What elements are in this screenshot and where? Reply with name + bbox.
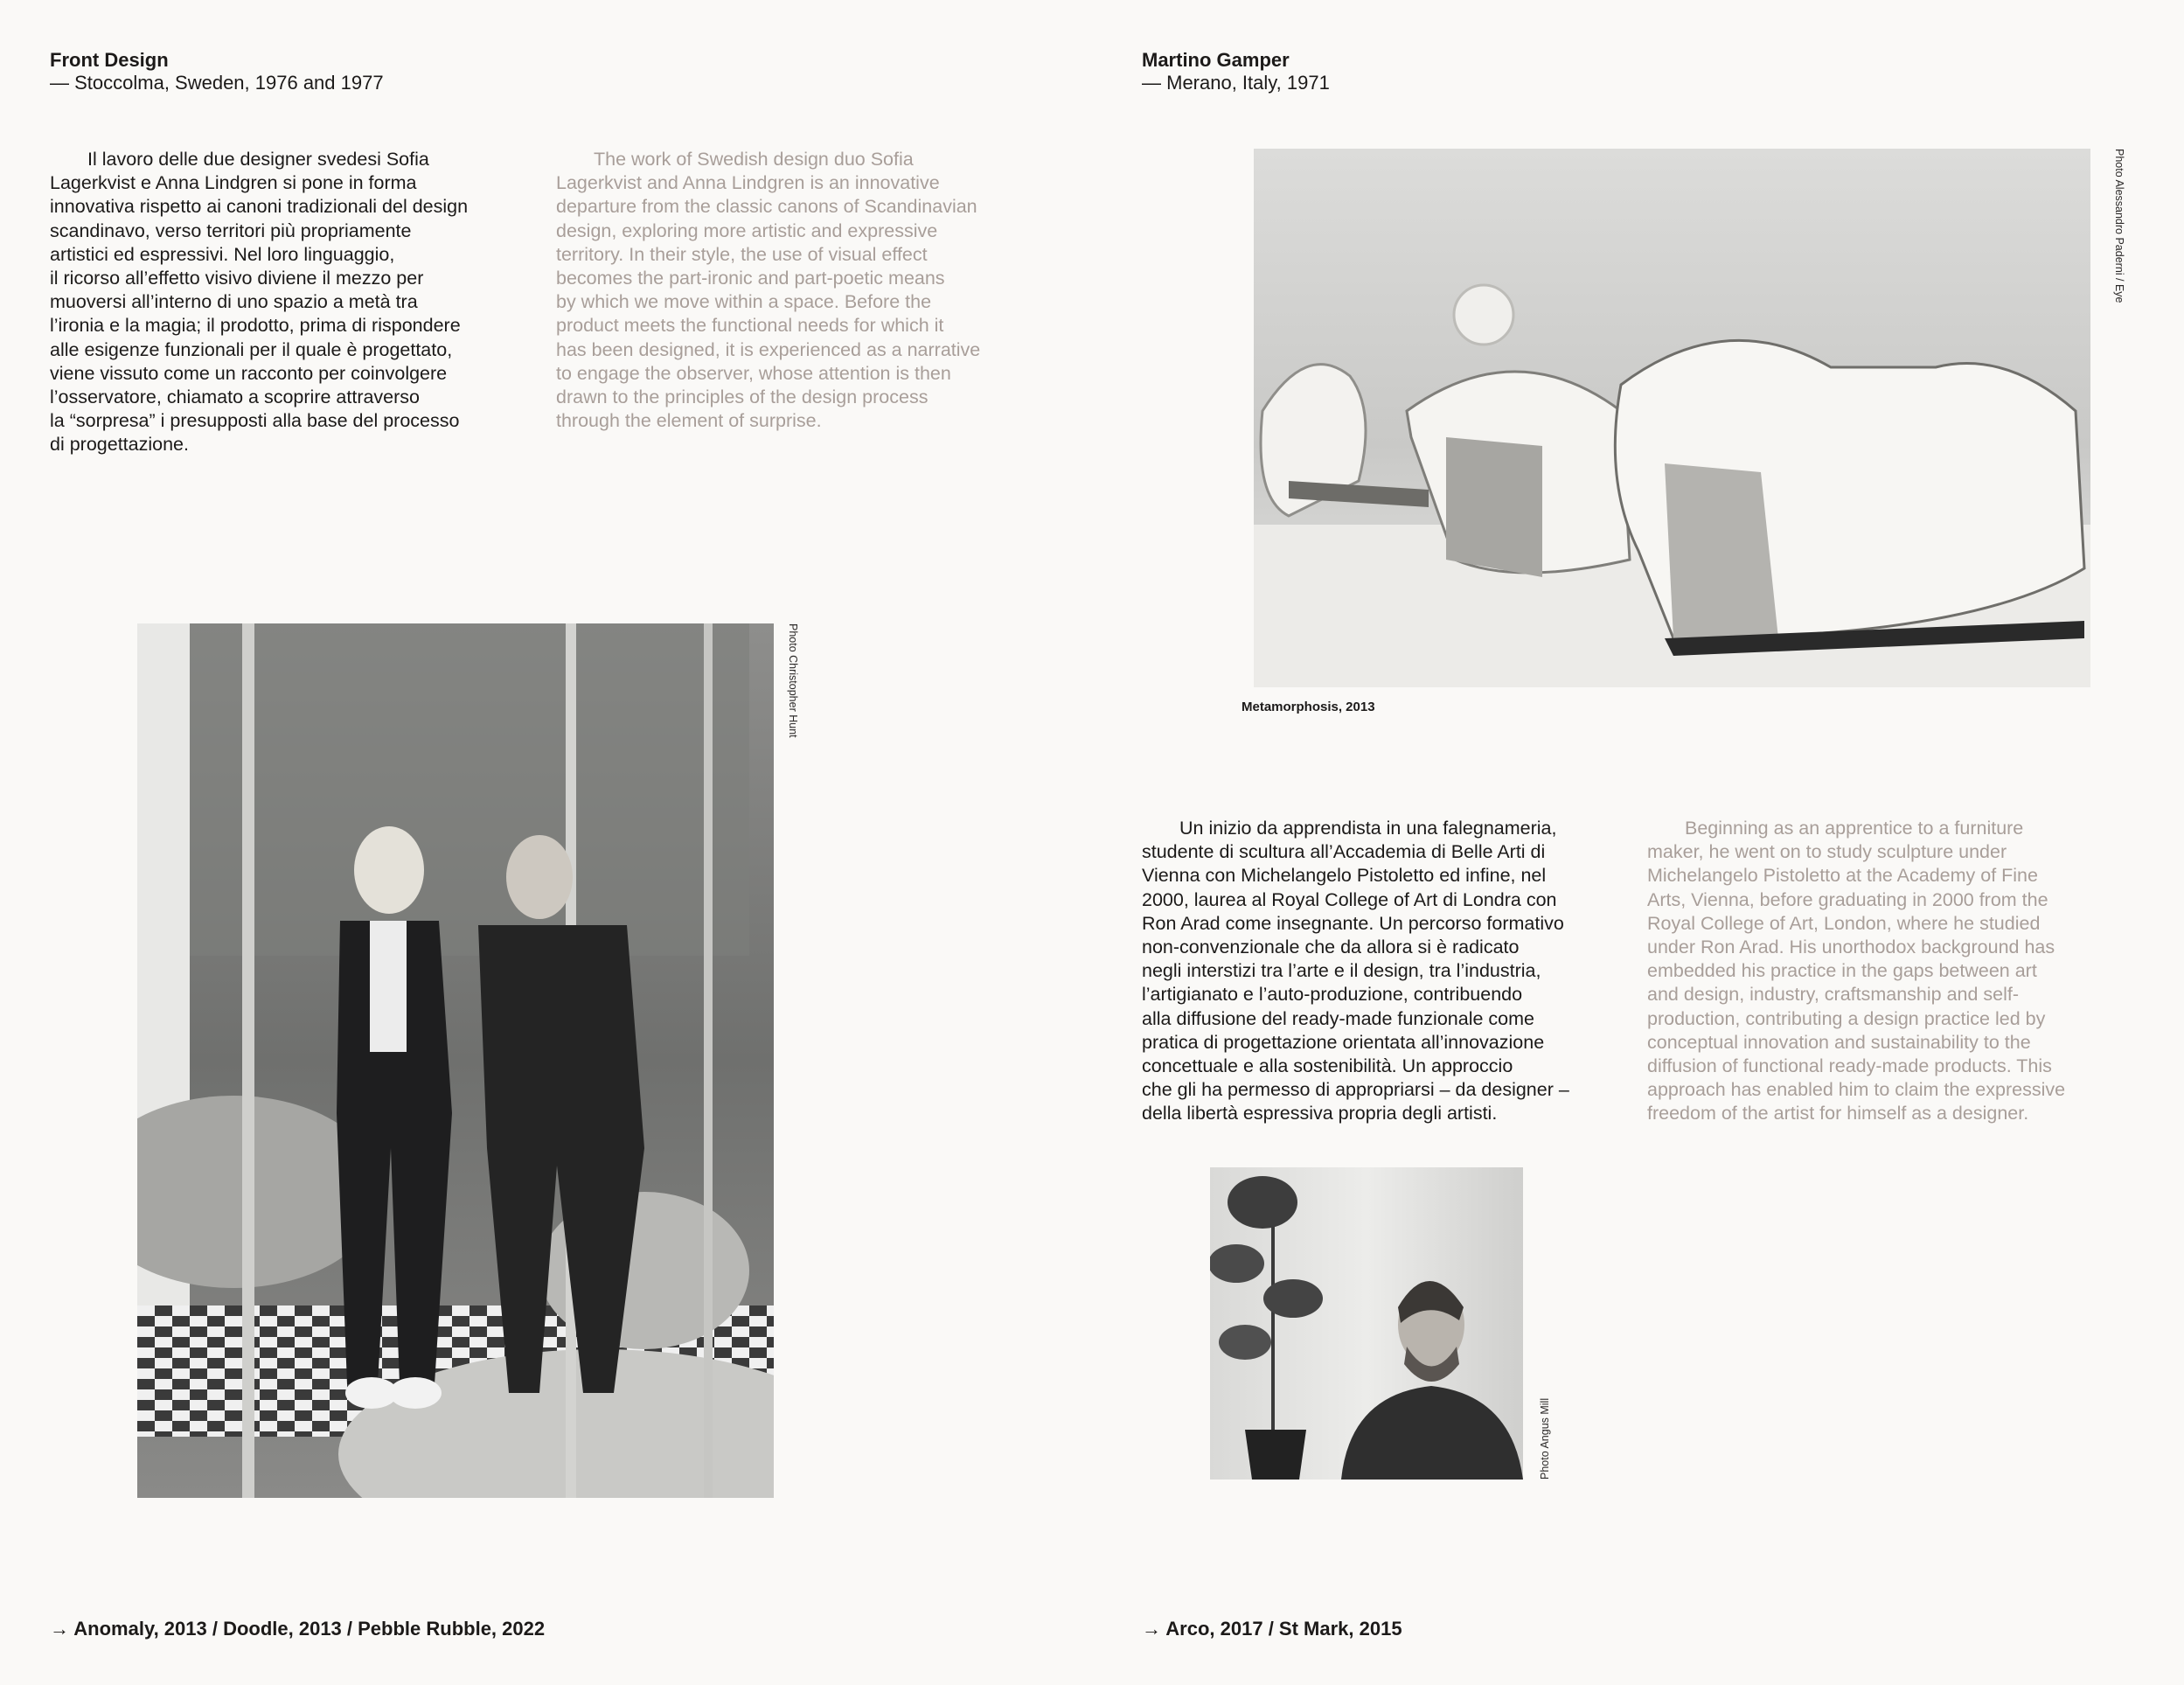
left-designer-name: Front Design	[50, 49, 169, 71]
martino-gamper-portrait-photo	[1210, 1167, 1523, 1480]
right-designer-origin: — Merano, Italy, 1971	[1142, 72, 1330, 94]
left-designer-origin: — Stoccolma, Sweden, 1976 and 1977	[50, 72, 384, 94]
right-designer-name: Martino Gamper	[1142, 49, 1290, 71]
metamorphosis-image	[1254, 149, 2090, 687]
front-design-portrait-image	[137, 623, 774, 1498]
martino-gamper-photo-credit: Photo Angus Mill	[1539, 1397, 1551, 1480]
metamorphosis-photo-credit: Photo Alessandro Paderni / Eye	[2113, 149, 2125, 303]
left-works-list: → Anomaly, 2013 / Doodle, 2013 / Pebble Rubble, 2022	[50, 1618, 546, 1640]
metamorphosis-caption: Metamorphosis, 2013	[1242, 700, 1375, 714]
martino-gamper-portrait-image	[1210, 1167, 1523, 1480]
right-works-list: → Arco, 2017 / St Mark, 2015	[1142, 1618, 1402, 1640]
front-design-photo-credit: Photo Christopher Hunt	[787, 623, 799, 738]
right-text-italian: Un inizio da apprendista in una falegnameria, studente di scultura all’Accademia di Belle Arti di Vienna con Michelangelo Pistoletto ed infine, nel 2000, laurea al Royal College of Art di Londra con Ron Arad come insegnante. Un percorso formativo non-convenzionale che da allora si è radicato negli interstizi tra l’arte e il design, tra l’industria, l’artigianato e l’auto-produzione, contribuendo alla diffusione del ready-made funzionale come pratica di progettazione orientata all’innovazione concettuale e alla sostenibilità. Un approccio che gli ha permesso di appropriarsi – da designer – della libertà espressiva propria degli artisti.	[1142, 818, 1569, 1124]
metamorphosis-photo	[1254, 149, 2090, 687]
right-text-english: Beginning as an apprentice to a furniture maker, he went on to study sculpture under Michelangelo Pistoletto at the Academy of Fine Arts, Vienna, before graduating in 2000 from the Royal College of Art, London, where he studied under Ron Arad. His unorthodox background has embedded his practice in the gaps between art and design, industry, craftsmanship and self- production, contributing a design practice led by conceptual innovation and sustainability to the diffusion of functional ready-made products. This approach has enabled him to claim the expressive freedom of the artist for himself as a designer.	[1647, 818, 2066, 1124]
left-text-english: The work of Swedish design duo Sofia Lagerkvist and Anna Lindgren is an innovative departure from the classic canons of Scandinavian design, exploring more artistic and expressive territory. In their style, the use of visual effect becomes the part-ironic and part-poetic means by which we move within a space. Before the product meets the functional needs for which it has been designed, it is experienced as a narrative to engage the observer, whose attention is then drawn to the principles of the design process through the element of surprise.	[556, 149, 981, 432]
left-text-italian: Il lavoro delle due designer svedesi Sofia Lagerkvist e Anna Lindgren si pone in forma innovativa rispetto ai canoni tradizionali del design scandinavo, verso territori più propriamente artistici ed espressivi. Nel loro linguaggio, il ricorso all’effetto visivo diviene il mezzo per muoversi all’interno di uno spazio a metà tra l’ironia e la magia; il prodotto, prima di rispondere alle esigenze funzionali per il quale è progettato, viene vissuto come un racconto per coinvolgere l’osservatore, chiamato a scoprire attraverso la “sorpresa” i presupposti alla base del processo di progettazione.	[50, 149, 469, 456]
front-design-portrait-photo	[137, 623, 774, 1498]
